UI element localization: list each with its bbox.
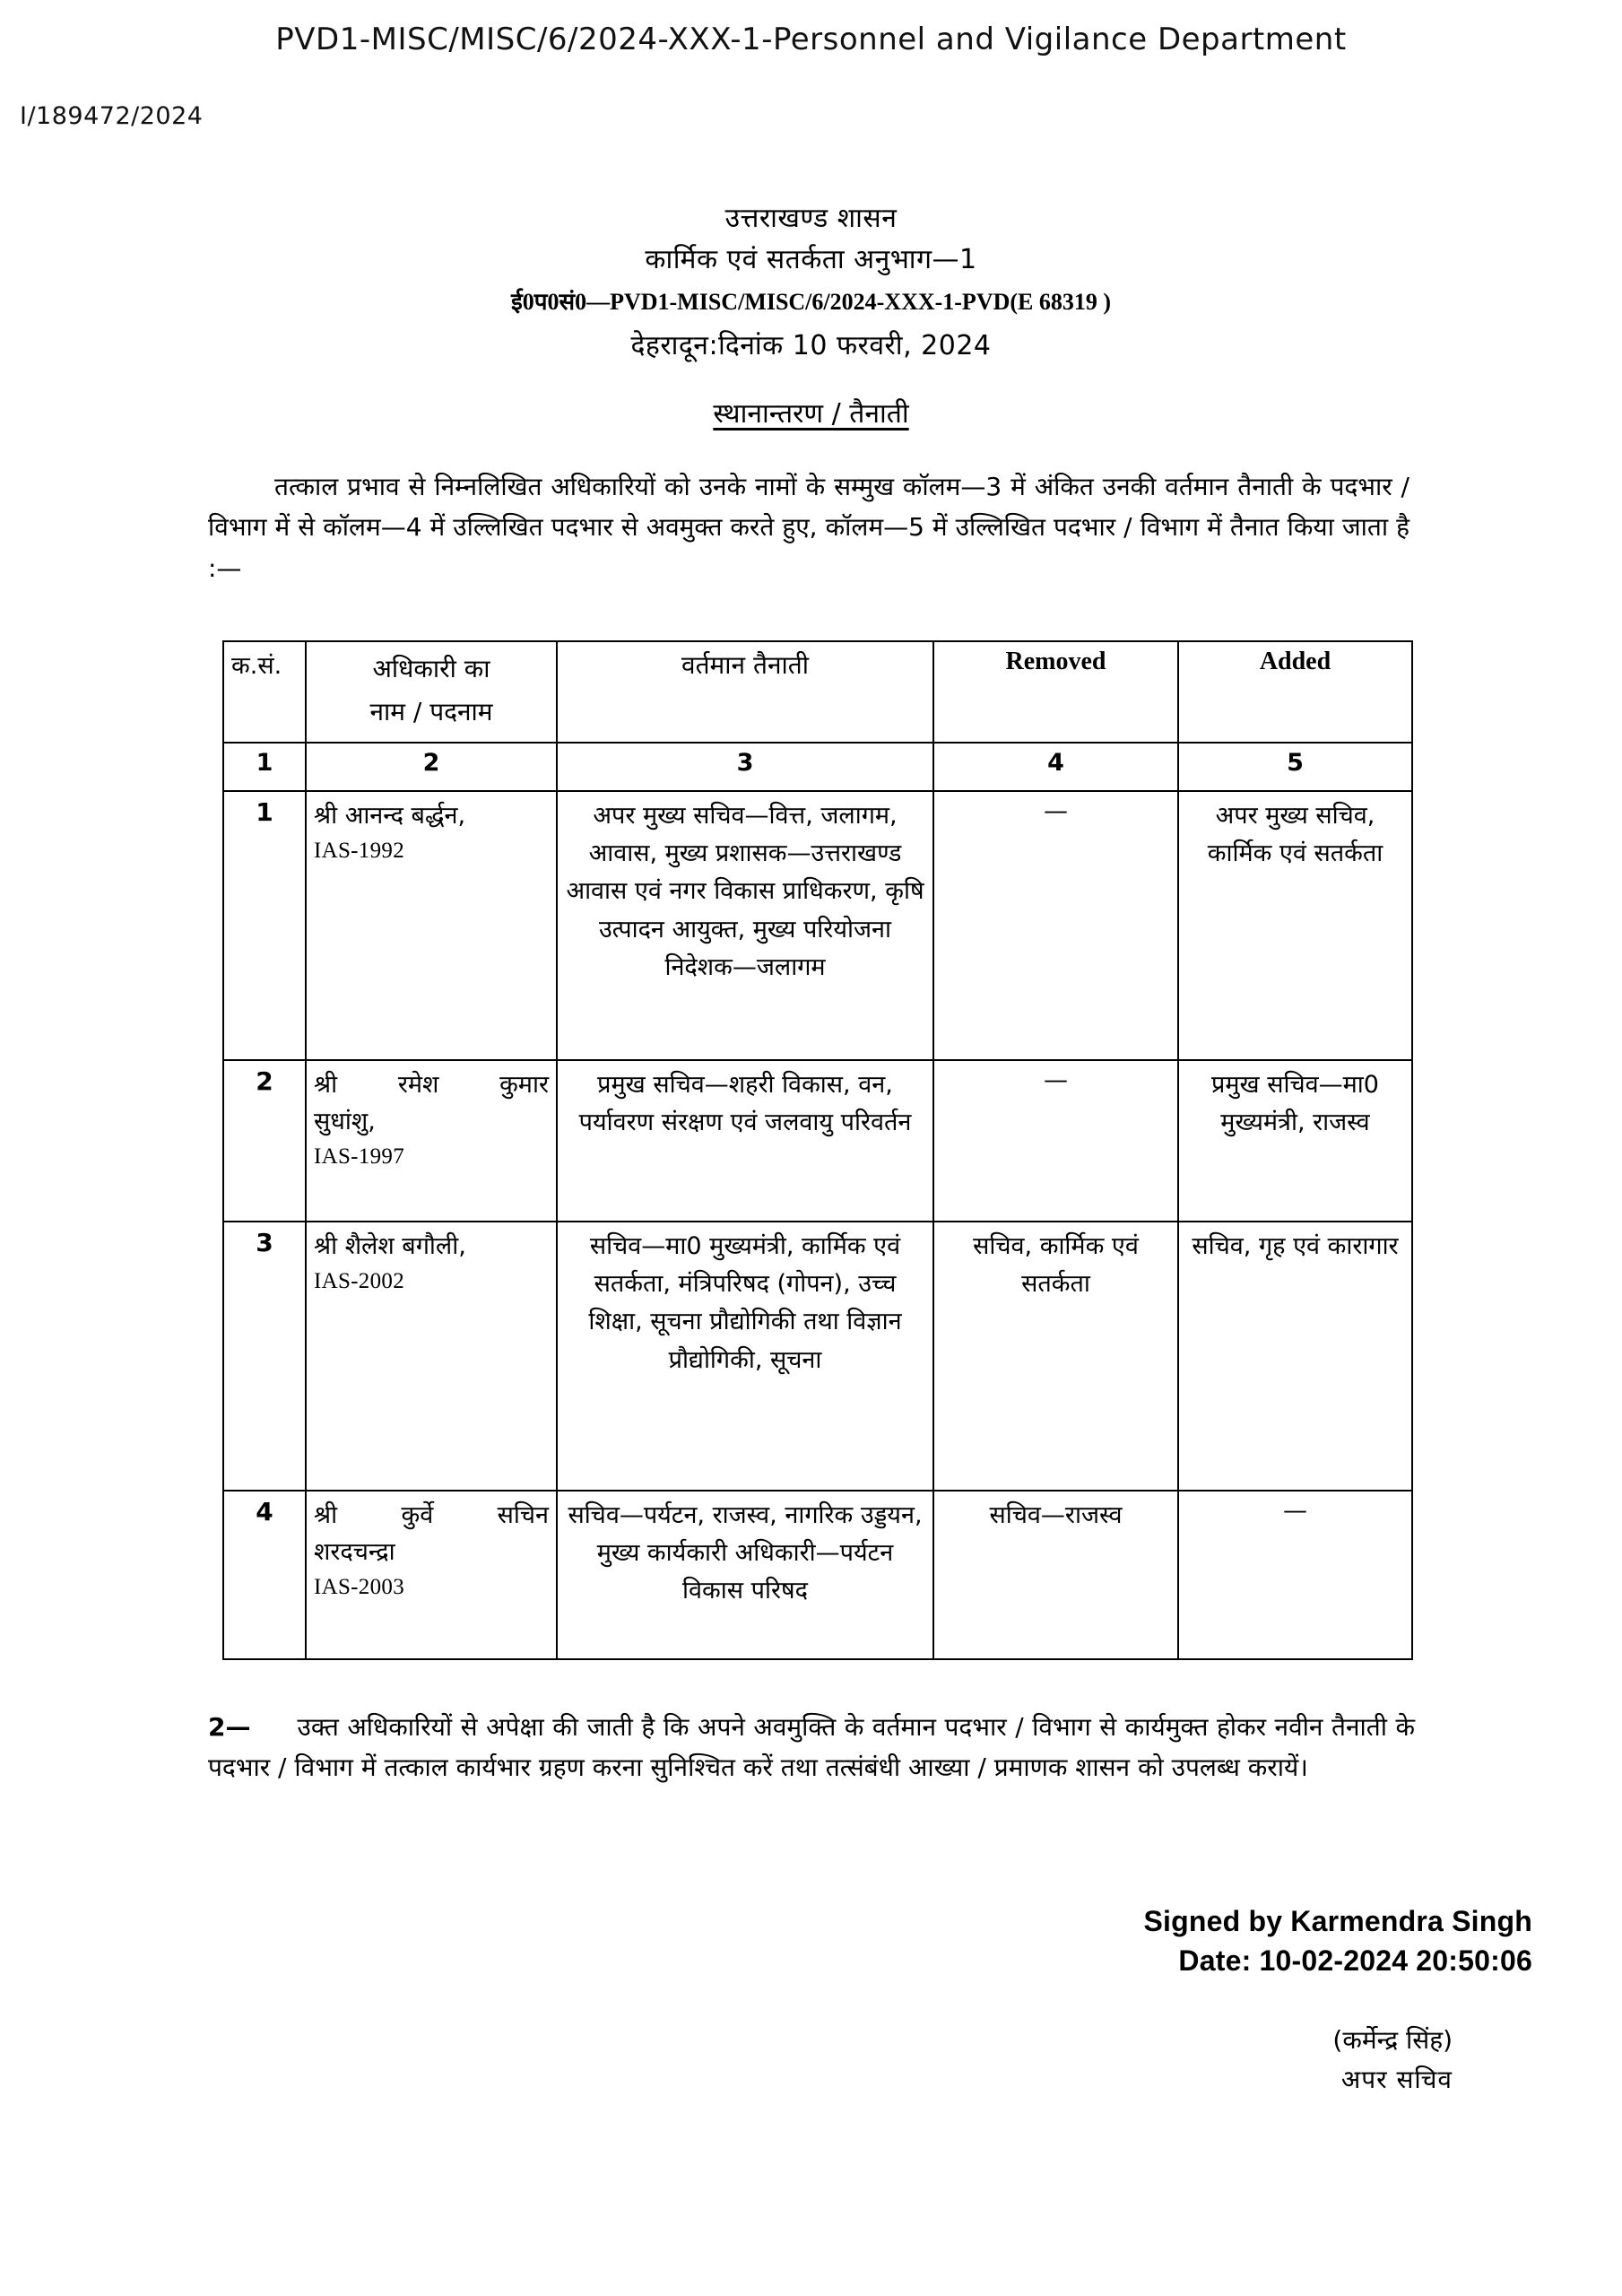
officer-cadre: IAS-1997 (314, 1144, 405, 1170)
cell-added: अपर मुख्य सचिव, कार्मिक एवं सतर्कता (1178, 791, 1412, 1060)
file-number: ई0प0सं0—PVD1-MISC/MISC/6/2024-XXX-1-PVD(E 68319 ) (510, 288, 1112, 315)
officer-name-line1: श्री कुर्वे सचिन (314, 1501, 549, 1530)
header-serial-number: क.सं. (223, 641, 306, 743)
cell-removed: — (933, 791, 1178, 1060)
cell-added: — (1178, 1491, 1412, 1659)
cell-officer-name (306, 1060, 557, 1222)
cell-serial-number: 2 (223, 1060, 306, 1222)
document-heading (0, 199, 1622, 430)
subject-title: स्थानान्तरण / तैनाती (713, 397, 909, 430)
cell-current-posting: सचिव—मा0 मुख्यमंत्री, कार्मिक एवं सतर्कता, मंत्रिपरिषद (गोपन), उच्च शिक्षा, सूचना प्रौद्योगिकी तथा विज्ञान प्रौद्योगिकी, सूचना (557, 1222, 933, 1491)
cell-added: प्रमुख सचिव—मा0 मुख्यमंत्री, राजस्व (1178, 1060, 1412, 1222)
cell-added: सचिव, गृह एवं कारागार (1178, 1222, 1412, 1491)
transfer-table (222, 640, 1413, 1660)
signatory-name: (कर्मेन्द्र सिंह) (1332, 2025, 1453, 2055)
cell-serial-number: 1 (223, 791, 306, 1060)
closing-paragraph-text: उक्त अधिकारियों से अपेक्षा की जाती है कि अपने अवमुक्ति के वर्तमान पदभार / विभाग से कार्यमुक्त होकर नवीन तैनाती के पदभार / विभाग में तत्काल कार्यभार ग्रहण करना सुनिश्चित करें तथा तत्संबंधी आख्या / प्रमाणक शासन को उपलब्ध करायें। (208, 1712, 1415, 1783)
cell-officer-name (306, 1491, 557, 1659)
column-number-5: 5 (1178, 743, 1412, 791)
officer-name-line2: शरदचन्द्रा (314, 1538, 395, 1567)
cell-removed: सचिव, कार्मिक एवं सतर्कता (933, 1222, 1178, 1491)
cell-current-posting: अपर मुख्य सचिव—वित्त, जलागम, आवास, मुख्य प्रशासक—उत्तराखण्ड आवास एवं नगर विकास प्राधिकरण, कृषि उत्पादन आयुक्त, मुख्य परियोजना निदेशक—जलागम (557, 791, 933, 1060)
cell-current-posting: सचिव—पर्यटन, राजस्व, नागरिक उड्डयन, मुख्य कार्यकारी अधिकारी—पर्यटन विकास परिषद (557, 1491, 933, 1659)
column-number-4: 4 (933, 743, 1178, 791)
column-number-3: 3 (557, 743, 933, 791)
table-column-number-row (223, 743, 1412, 791)
officer-name-line1: श्री रमेश कुमार (314, 1071, 549, 1100)
table-row (223, 791, 1412, 1060)
officer-cadre: IAS-2002 (314, 1269, 405, 1294)
table-row (223, 1491, 1412, 1659)
table-header-row (223, 641, 1412, 743)
closing-paragraph-marker: 2— (208, 1712, 251, 1742)
closing-paragraph (208, 1707, 1415, 1788)
header-removed: Removed (933, 641, 1178, 743)
cell-officer-name (306, 1222, 557, 1491)
transfer-table-wrapper (222, 640, 1411, 1660)
signed-by-line: Signed by Karmendra Singh (1143, 1905, 1532, 1937)
header-current-posting: वर्तमान तैनाती (557, 641, 933, 743)
officer-name-line1: श्री शैलेश बगौली, (314, 1232, 466, 1261)
officer-cadre: IAS-1992 (314, 839, 405, 864)
header-added: Added (1178, 641, 1412, 743)
signatory-block (0, 2020, 1453, 2099)
department-section: कार्मिक एवं सतर्कता अनुभाग—1 (645, 243, 977, 275)
column-number-1: 1 (223, 743, 306, 791)
cell-removed: — (933, 1060, 1178, 1222)
cell-current-posting: प्रमुख सचिव—शहरी विकास, वन, पर्यावरण संरक्षण एवं जलवायु परिवर्तन (557, 1060, 933, 1222)
cell-serial-number: 3 (223, 1222, 306, 1491)
digital-signature-block (0, 1901, 1532, 1980)
column-number-2: 2 (306, 743, 557, 791)
intro-paragraph: तत्काल प्रभाव से निम्नलिखित अधिकारियों को उनके नामों के सम्मुख कॉलम—3 में अंकित उनकी वर्तमान तैनाती के पदभार / विभाग में से कॉलम—4 में उल्लिखित पदभार से अवमुक्त करते हुए, कॉलम—5 में उल्लिखित पदभार / विभाग में तैनात किया जाता है :— (208, 472, 1409, 583)
place-and-date: देहरादून:दिनांक 10 फरवरी, 2024 (630, 330, 992, 362)
table-row (223, 1222, 1412, 1491)
government-name: उत्तराखण्ड शासन (724, 203, 898, 234)
cell-removed: सचिव—राजस्व (933, 1491, 1178, 1659)
officer-name-line2: सुधांशु, (314, 1108, 376, 1136)
signatory-designation: अपर सचिव (1340, 2065, 1453, 2095)
signature-date-line: Date: 10-02-2024 20:50:06 (1178, 1944, 1532, 1978)
table-row (223, 1060, 1412, 1222)
officer-name-line1: श्री आनन्द बर्द्धन, (314, 802, 466, 831)
header-officer-name-line2: नाम / पदनाम (369, 696, 493, 726)
left-reference-stamp: I/189472/2024 (20, 102, 204, 130)
officer-cadre: IAS-2003 (314, 1575, 405, 1600)
cell-officer-name (306, 791, 557, 1060)
header-officer-name-line1: अधिकारी का (372, 654, 490, 683)
header-officer-name (306, 641, 557, 743)
cell-serial-number: 4 (223, 1491, 306, 1659)
top-reference-stamp: PVD1-MISC/MISC/6/2024-XXX-1-Personnel and Vigilance Department (275, 22, 1347, 57)
